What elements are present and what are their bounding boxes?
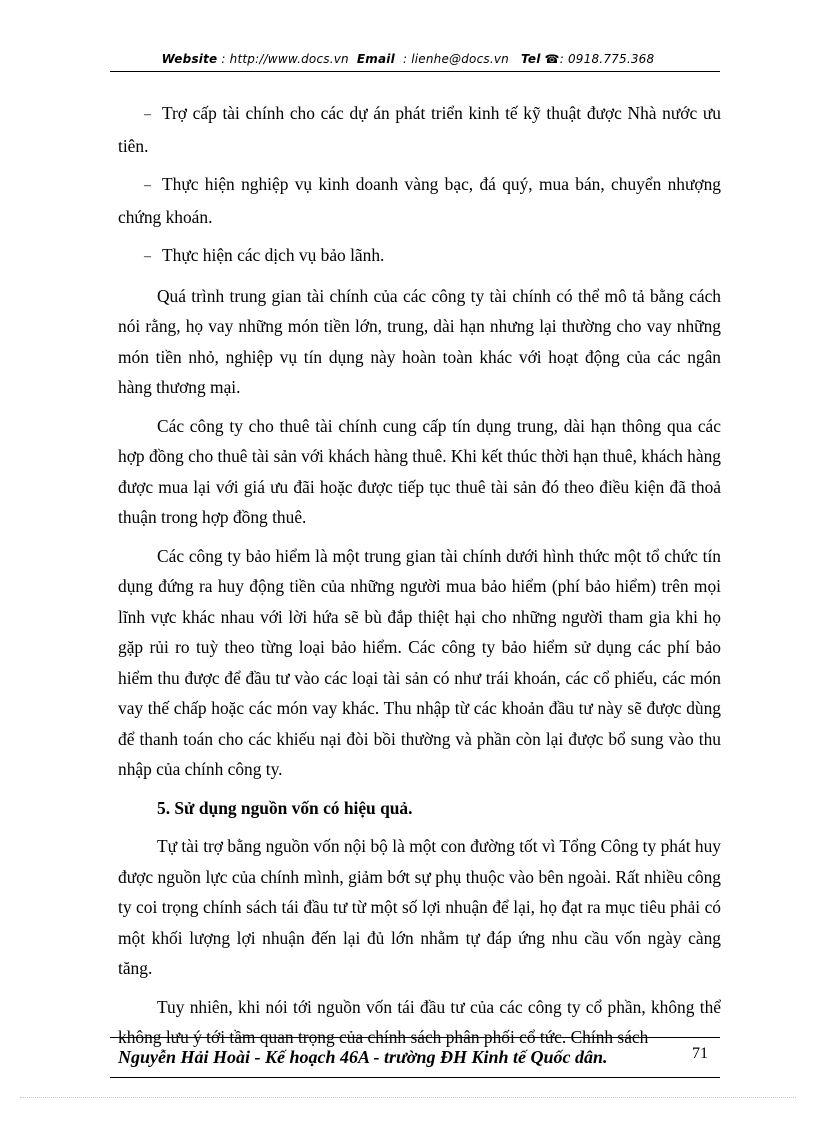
section-heading: 5. Sử dụng nguồn vốn có hiệu quả. <box>157 797 413 818</box>
website-label: Website <box>161 52 218 66</box>
footer-divider-bottom <box>110 1077 720 1078</box>
dash-bullet-icon: ‒ <box>144 249 151 264</box>
paragraph: Tự tài trợ bằng nguồn vốn nội bộ là một con đường tốt vì Tổng Công ty phát huy được nguồn lực của chính mình, giảm bớt sự phụ thuộc vào bên ngoài. Rất nhiều công ty coi trọng chính sách tái đầu tư từ một số lợi nhuận để lại, họ đạt ra mục tiêu phải có một khối lượng lợi nhuận đến lại đủ lớn nhằm tự đáp ứng nhu cầu vốn ngày càng tăng. <box>118 836 721 978</box>
page-edge-divider <box>20 1097 796 1098</box>
paragraph: Các công ty cho thuê tài chính cung cấp tín dụng trung, dài hạn thông qua các hợp đồng cho thuê tài sản với khách hàng thuê. Khi kết thúc thời hạn thuê, khách hàng được mua lại với giá ưu đãi hoặc được tiếp tục thuê tài sản đó theo điều kiện đã thoả thuận trong hợp đồng thuê. <box>118 415 721 527</box>
document-body <box>118 98 721 1061</box>
footer-divider-top <box>110 1037 720 1038</box>
paragraph: Tuy nhiên, khi nói tới nguồn vốn tái đầu tư của các công ty cổ phần, không thể không lưu ý tới tầm quan trọng của chính sách phân phối cổ tức. Chính sách <box>118 996 721 1047</box>
website-value: : http://www.docs.vn <box>221 52 349 66</box>
tel-label: Tel <box>521 52 541 66</box>
header-divider <box>110 71 720 72</box>
bullet-text: Thực hiện các dịch vụ bảo lãnh. <box>162 245 385 265</box>
dash-bullet-icon: ‒ <box>144 178 151 193</box>
bullet-item <box>118 98 721 161</box>
page-header <box>0 52 816 66</box>
bullet-item <box>118 169 721 232</box>
page-number: 71 <box>692 1045 708 1062</box>
email-label: Email <box>356 52 395 66</box>
bullet-item <box>118 240 721 273</box>
tel-value: : 0918.775.368 <box>559 52 655 66</box>
paragraph: Các công ty bảo hiểm là một trung gian tài chính dưới hình thức một tổ chức tín dụng đứng ra huy động tiền của những người mua bảo hiểm (phí bảo hiểm) trên mọi lĩnh vực khác nhau với lời hứa sẽ bù đắp thiệt hại cho những người tham gia khi họ gặp rủi ro tuỳ theo từng loại bảo hiểm. Các công ty bảo hiểm sử dụng các phí bảo hiểm thu được để đầu tư vào các loại tài sản có như trái khoán, các cổ phiếu, các món vay thế chấp hoặc các món vay khác. Thu nhập từ các khoản đầu tư này sẽ được dùng để thanh toán cho các khiếu nại đòi bồi thường và phần còn lại được bổ sung vào thu nhập của chính công ty. <box>118 545 721 779</box>
dash-bullet-icon: ‒ <box>144 107 151 122</box>
email-value: : lienhe@docs.vn <box>402 52 509 66</box>
phone-icon: ☎ <box>544 52 560 66</box>
bullet-text: Trợ cấp tài chính cho các dự án phát triển kinh tế kỹ thuật được Nhà nước ưu tiên. <box>118 103 721 156</box>
bullet-text: Thực hiện nghiệp vụ kinh doanh vàng bạc, đá quý, mua bán, chuyển nhượng chứng khoán. <box>118 174 721 227</box>
paragraph: Quá trình trung gian tài chính của các công ty tài chính có thể mô tả bằng cách nói rằng, họ vay những món tiền lớn, trung, dài hạn nhưng lại thường cho vay những món tiền nhỏ, nghiệp vụ tín dụng này hoàn toàn khác với hoạt động của các ngân hàng thương mại. <box>118 285 721 397</box>
footer-author-line: Nguyễn Hải Hoài - Kế hoạch 46A - trường ĐH Kinh tế Quốc dân. <box>118 1047 608 1067</box>
